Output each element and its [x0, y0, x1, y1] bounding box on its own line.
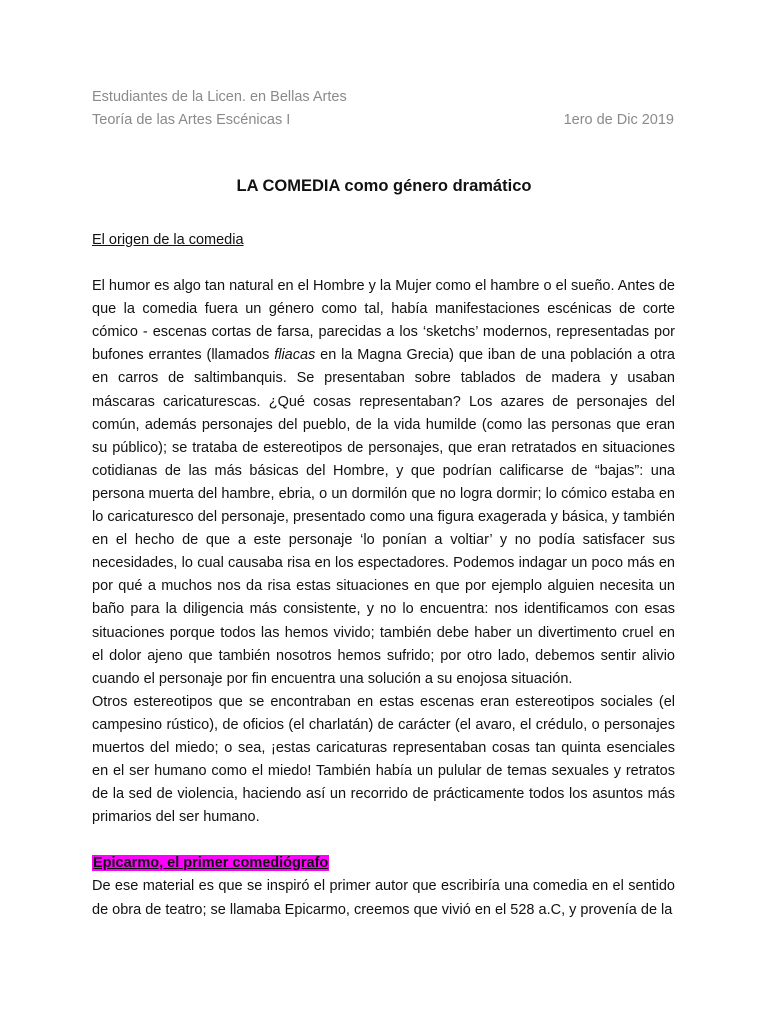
paragraph-epicarmo-1: De ese material es que se inspiró el primer autor que escribiría una comedia en el sentido de obra de teatro; se llamaba Epicarmo, creemos que vivió en el 528 a.C, y provenía de la	[92, 878, 675, 918]
header-line-2	[92, 109, 674, 132]
section-heading-epicarmo: Epicarmo, el primer comediógrafo	[93, 855, 329, 872]
paragraph-spacer	[92, 252, 675, 275]
document-header	[92, 86, 674, 131]
header-line-1: Estudiantes de la Licen. en Bellas Artes	[92, 89, 347, 105]
course-name: Teoría de las Artes Escénicas I	[92, 111, 291, 128]
document-title: LA COMEDIA como género dramático	[236, 177, 532, 195]
paragraph-spacer	[92, 829, 675, 852]
paragraph-origin-1	[92, 275, 675, 691]
paragraph-text: El humor es algo tan natural en el Hombre y la Mujer como el hambre o el sueño. Antes de que la comedia fuera un género como tal, había manifestaciones escénicas de corte cómico - escenas cortas de farsa, parecidas a los ‘sketchs’ modernos, representadas por bufones errantes (llamados	[92, 278, 675, 364]
paragraph-text: en la Magna Grecia) que iban de una población a otra en carros de saltimbanquis. Se presentaban sobre tablados de madera y usaban máscaras caricaturescas. ¿Qué cosas representaban? Los azares de personajes del común, además personajes del pueblo, de la vida humilde (como las personas que eran su público); se trataba de estereotipos de personajes, que eran retratados en situaciones cotidianas de las más básicas del Hombre, y que podrían calificarse de “bajas”: una persona muerta del hambre, ebria, o un dormilón que no logra dormir; lo cómico estaba en lo caricaturesco del personaje, presentado como una figura exagerada y básica, y también en el hecho de que a este personaje ‘lo ponían a voltiar’ y no podía satisfacer sus necesidades, lo cual causaba risa en los espectadores. Podemos indagar un poco más en por qué a muchos nos da risa estas situaciones en que por ejemplo alguien necesita un baño para la diligencia más consistente, y no lo encuentra: nos identificamos con esas situaciones porque todos las hemos vivido; también debe haber un divertimento cruel en el dolor ajeno que también nosotros hemos sufrido; por otro lado, debemos sentir alivio cuando el personaje por fin encuentra una solución a su enojosa situación.	[92, 347, 675, 687]
italic-term: fliacas	[274, 347, 316, 364]
section-heading-epicarmo-line	[92, 852, 675, 875]
section-heading-origin: El origen de la comedia	[92, 232, 244, 248]
paragraph-origin-2: Otros estereotipos que se encontraban en estas escenas eran estereotipos sociales (el campesino rústico), de oficios (el charlatán) de carácter (el avaro, el crédulo, o personajes muertos del miedo; o sea, ¡estas caricaturas representaban cosas tan quinta esenciales en el ser humano como el miedo! También había un pulular de temas sexuales y retratos de la sed de violencia, haciendo así un recorrido de prácticamente todos los asuntos más primarios del ser humano.	[92, 693, 675, 826]
document-body	[92, 229, 675, 922]
document-date: 1ero de Dic 2019	[563, 111, 674, 128]
